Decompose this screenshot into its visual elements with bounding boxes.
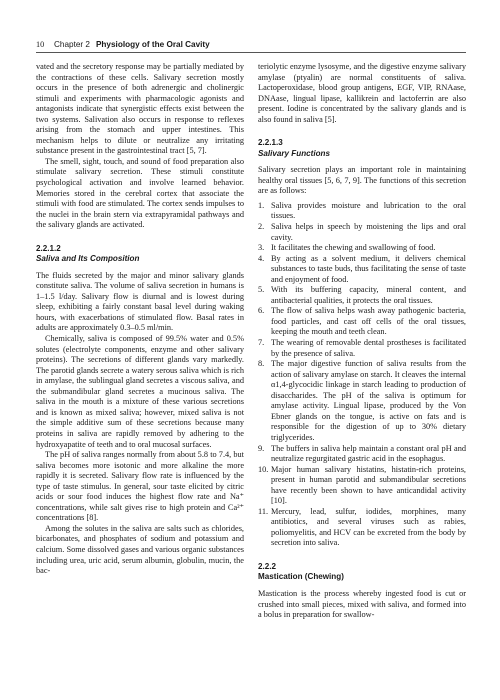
page-number: 10 [36, 40, 45, 49]
paragraph: Salivary secretion plays an important role in maintaining healthy oral tissues [5, 6, 7, 9]. The functions of this secretion are as follows: [258, 165, 466, 196]
paragraph: vated and the secretory response may be partially mediated by the contractions of these cells. Salivary secretion mostly occurs in the presence of both adrenergic and cholinergic stimuli and experiments with pharmacologic agonists and antagonists indicate that synergistic effects exist between the two systems. Salivation also occurs in response to reflexes arising from the stomach and upper intestines. This mechanism helps to dilute or neutralize any irritating substance present in the gastrointestinal tract [5, 7]. [36, 62, 244, 156]
paragraph: The smell, sight, touch, and sound of food preparation also stimulate salivary secretion. These stimuli constitute psychological activation and involve learned behavior. Memories stored in the cerebral cortex that associate the stimuli with food are stimulated. The cortex sends impulses to the nuclei in the brain stern via extrapyramidal pathways and the salivary glands are activated. [36, 156, 244, 230]
section-heading [258, 138, 466, 159]
list-item-number: 1. [258, 200, 265, 210]
list-item [258, 222, 466, 243]
section-title: Mastication (Chewing) [258, 572, 344, 582]
list-item-number: 8. [258, 359, 265, 369]
list-item [258, 201, 466, 222]
section-heading [258, 562, 466, 583]
left-column [36, 62, 244, 577]
list-item [258, 306, 466, 338]
list-item-text: Mercury, lead, sulfur, iodides, morphines, many antibiotics, and several viruses such as rabies, poliomyelitis, and HCV can be excreted from the body by secretion into saliva. [271, 506, 466, 548]
list-item [258, 285, 466, 306]
list-item-text: By acting as a solvent medium, it delivers chemical substances to taste buds, thus facilitating the sense of taste and enjoyment of food. [271, 253, 466, 284]
list-item-text: The wearing of removable dental prostheses is facilitated by the presence of saliva. [271, 338, 466, 358]
chapter-label: Chapter 2 [54, 40, 90, 49]
section-number: 2.2.2 [258, 561, 277, 571]
list-item [258, 359, 466, 443]
list-item-number: 9. [258, 443, 265, 453]
chapter-title: Physiology of the Oral Cavity [95, 40, 210, 49]
list-item-number: 11. [258, 506, 269, 516]
paragraph: teriolytic enzyme lysosyme, and the digestive enzyme salivary amylase (ptyalin) are normal constituents of saliva. Lactoperoxidase, blood group antigens, EGF, VIP, RNAase, DNAase, lingual lipase, kallikrein and lactoferrin are also present. Iodine is concentrated by the salivary glands and is also found in saliva [5]. [258, 62, 466, 124]
paragraph: Mastication is the process whereby ingested food is cut or crushed into small pieces, mixed with saliva, and formed into a bolus in preparation for swallow- [258, 588, 466, 620]
paragraph: The pH of saliva ranges normally from about 5.8 to 7.4, but saliva becomes more isotonic and more alkaline the more rapidly it is secreted. Salivary flow rate is influenced by the type of taste stimulus. In general, sour taste elicited by citric acids or sour food induces the highest flow rate and Na⁺ concentrations, while salt gives rise to high protein and Ca²⁺ concentrations [8]. [36, 450, 244, 523]
list-item-number: 10. [258, 464, 269, 474]
list-item-text: The flow of saliva helps wash away pathogenic bacteria, food particles, and cast off cells of the oral tissues, keeping the mouth and teeth clean. [271, 306, 466, 337]
list-item-text: The major digestive function of saliva results from the action of salivary amylase on starch. It cleaves the internal α1,4-glycocidic linkage in starch leading to production of disaccharides. The pH of the saliva is optimum for amylase activity. Lingual lipase, produced by the Von Ebner glands on the tongue, is active on fats and is responsible for the digestion of up to 30% dietary triglycerides. [271, 359, 466, 442]
paragraph: Among the solutes in the saliva are salts such as chlorides, bicarbonates, and phosphates of sodium and potassium and calcium. Some dissolved gases and various organic substances including urea, uric acid, serum albumin, globulin, mucin, the bac- [36, 523, 244, 576]
functions-list [258, 201, 466, 549]
list-item-number: 2. [258, 222, 265, 232]
section-number: 2.2.1.2 [36, 243, 61, 253]
list-item-text: It facilitates the chewing and swallowing of food. [271, 243, 436, 253]
right-column [258, 62, 466, 621]
list-item [258, 338, 466, 359]
section-title: Salivary Functions [258, 148, 330, 158]
section-heading [36, 244, 244, 265]
section-number: 2.2.1.3 [258, 138, 283, 148]
paragraph: Chemically, saliva is composed of 99.5% water and 0.5% solutes (electrolyte components, enzyme and other salivary proteins). The secretions of different glands vary markedly. The parotid glands secrete a watery serous saliva which is rich in amylase, the sublingual gland secretes a viscous saliva, and the submandibular gland secretes a mucinous saliva. The saliva in the mouth is a mixture of these various secretions and is known as mixed saliva; however, mixed saliva is not the simple additive sum of these secretions because many proteins in saliva are rapidly removed by adhering to the hydroxyapatite of teeth and to oral mucosal surfaces. [36, 334, 244, 449]
paragraph: The fluids secreted by the major and minor salivary glands constitute saliva. The volume of saliva secretion in humans is 1–1.5 l/day. Salivary flow is diurnal and is lowest during sleep, exhibiting a fairly constant basal level during waking hours, with exacerbations of stimulated flow. Basal rates in adults are approximately 0.3–0.5 ml/min. [36, 270, 244, 333]
section-title: Saliva and Its Composition [36, 254, 140, 264]
list-item [258, 254, 466, 286]
list-item [258, 444, 466, 465]
list-item [258, 465, 466, 507]
list-item-text: Saliva provides moisture and lubrication to the oral tissues. [271, 200, 466, 221]
list-item-number: 5. [258, 285, 265, 295]
list-item [258, 507, 466, 549]
list-item [258, 243, 466, 254]
list-item-number: 4. [258, 253, 265, 263]
list-item-text: The buffers in saliva help maintain a constant oral pH and neutralize regurgitated gastric acid in the esophagus. [271, 443, 466, 464]
list-item-text: Saliva helps in speech by moistening the lips and oral cavity. [271, 222, 466, 242]
list-item-text: With its buffering capacity, mineral content, and antibacterial qualities, it protects the oral tissues. [271, 285, 466, 305]
list-item-text: Major human salivary histatins, histatin-rich proteins, present in human parotid and submandibular secretions have recently been shown to have anticandidal activity [10]. [271, 464, 466, 506]
list-item-number: 3. [258, 243, 265, 253]
header-rule [36, 52, 466, 53]
list-item-number: 6. [258, 306, 265, 316]
list-item-number: 7. [258, 338, 265, 348]
